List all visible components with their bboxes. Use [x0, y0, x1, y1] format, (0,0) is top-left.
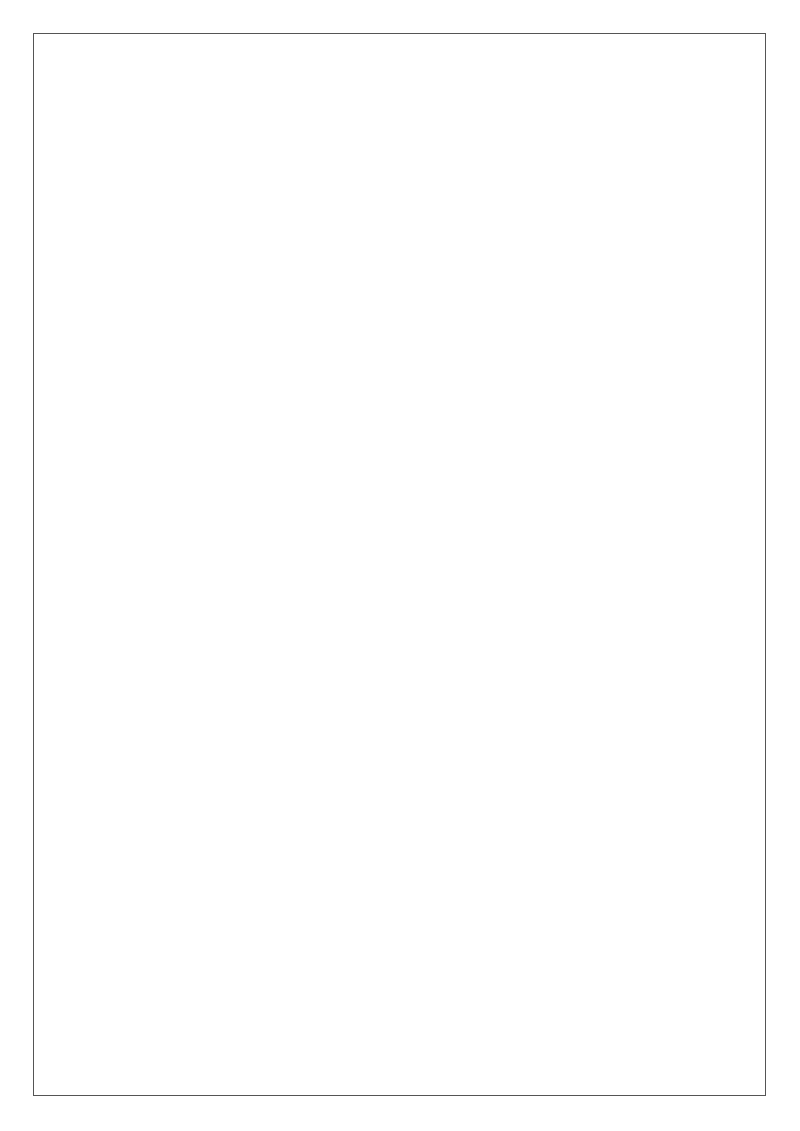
page-border — [33, 33, 766, 1096]
